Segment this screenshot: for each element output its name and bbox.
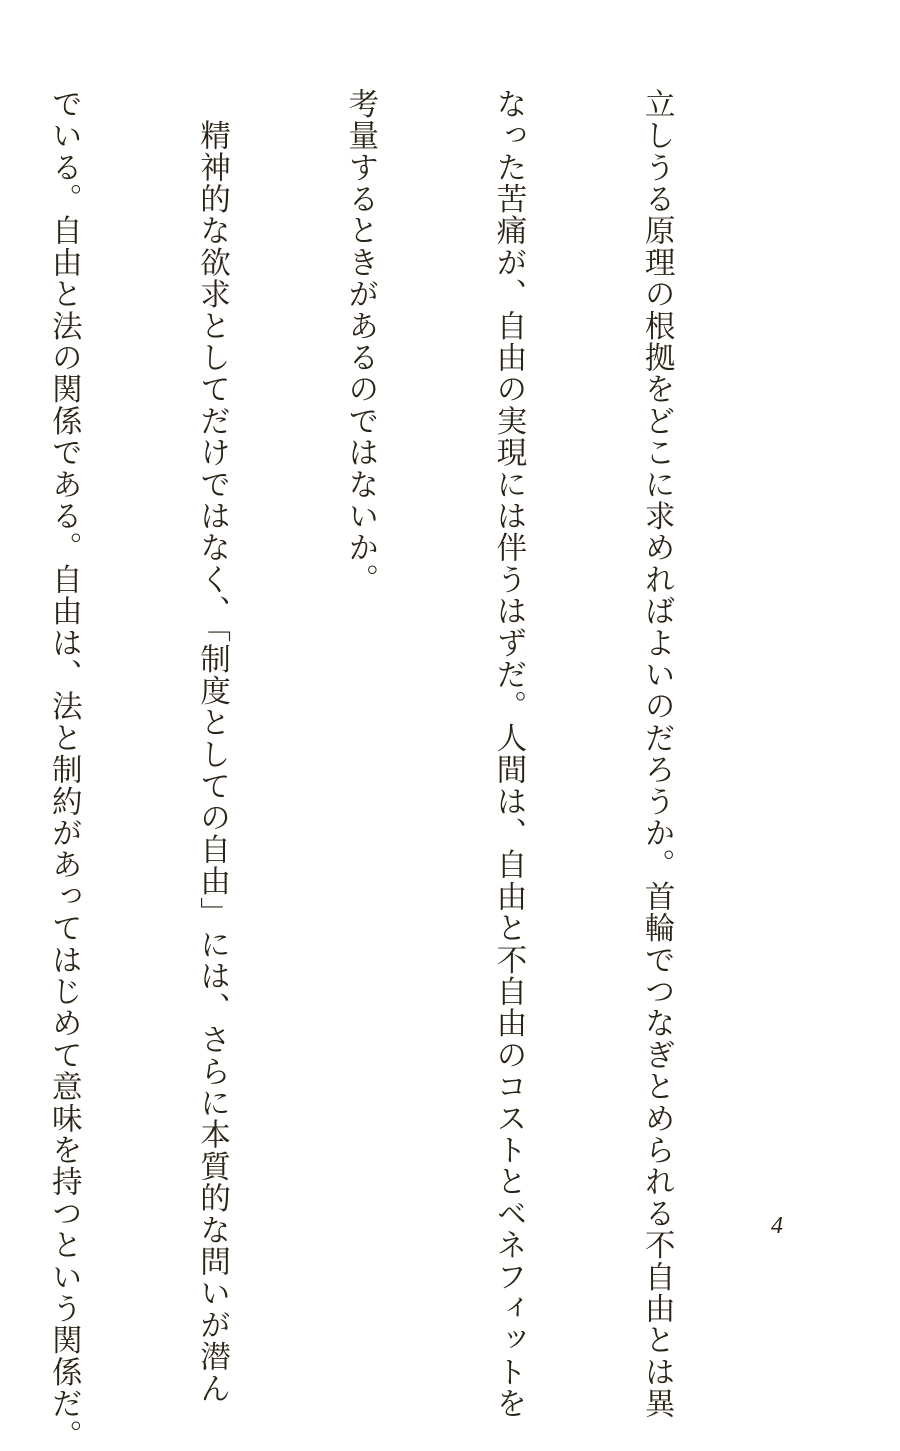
text-line: 精神的な欲求としてだけではなく、「制度としての自由」には、さらに本質的な問いが潜ん bbox=[194, 88, 230, 1405]
text-line: 考量するときがあるのではないか。 bbox=[342, 88, 378, 596]
body-text bbox=[0, 88, 780, 1451]
text-line: でいる。自由と法の関係である。自由は、法と制約があってはじめて意味を持つという関係だ。 bbox=[46, 88, 82, 1451]
text-line: 立しうる原理の根拠をどこに求めればよいのだろうか。首輪でつなぎとめられる不自由とは異 bbox=[639, 88, 675, 1420]
text-line: なった苦痛が、自由の実現には伴うはずだ。人間は、自由と不自由のコストとベネフィットを bbox=[490, 88, 526, 1420]
page-number: 4 bbox=[771, 1213, 783, 1239]
